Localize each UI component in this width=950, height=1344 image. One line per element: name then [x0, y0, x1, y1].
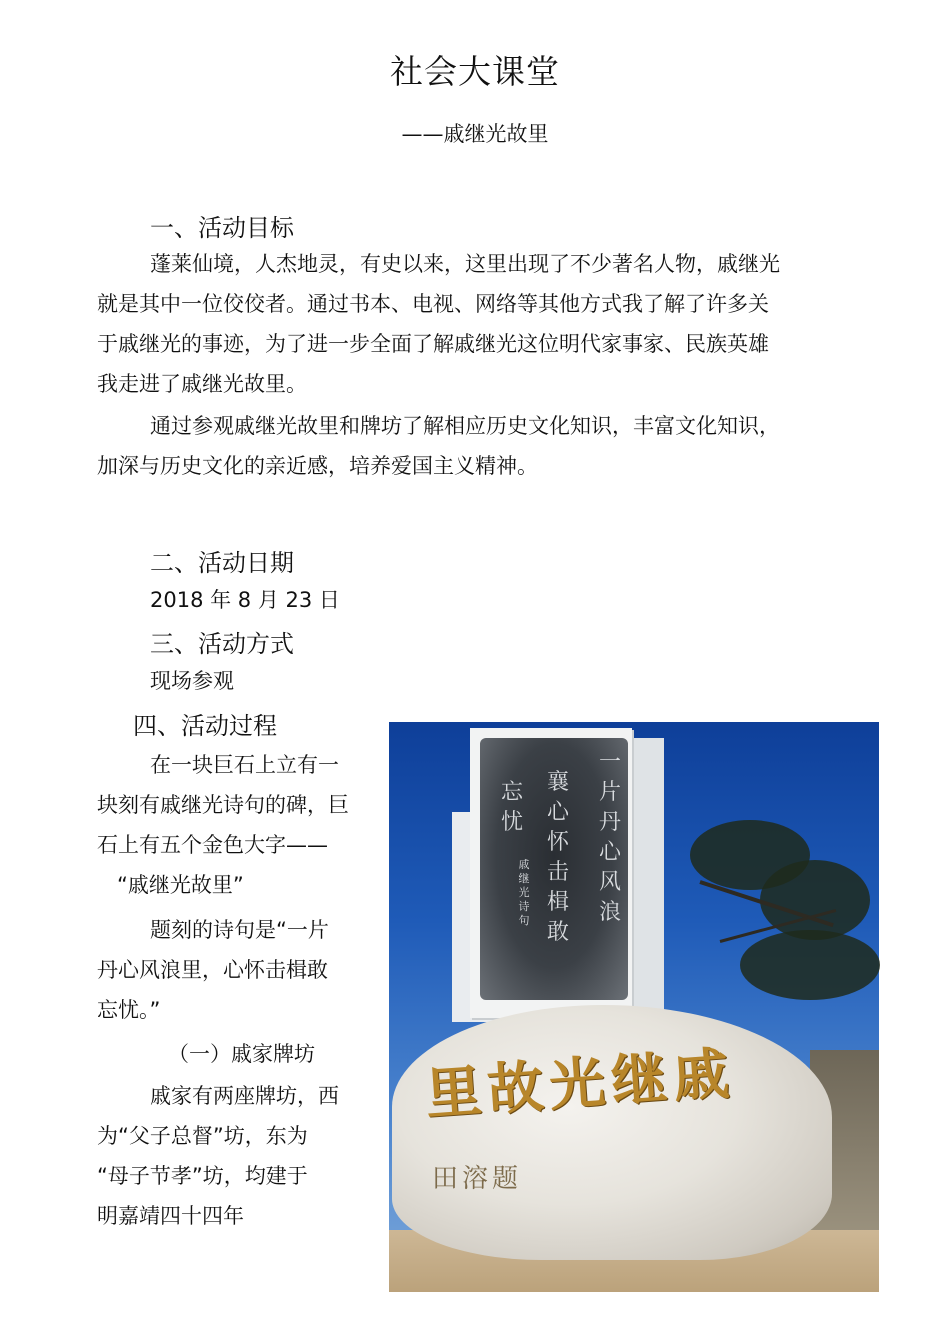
stele-text-column: 忘忧 — [500, 780, 523, 835]
text-line: 题刻的诗句是“一片 — [150, 918, 329, 942]
document-subtitle: ——戚继光故里 — [401, 122, 549, 146]
process-paragraph-2 — [97, 910, 329, 1030]
text-line: “戚继光故里” — [117, 873, 244, 897]
stele-text-column: 襄心怀击楫敢 — [546, 770, 569, 945]
stele-text-column: 一片丹心风浪 — [598, 750, 621, 925]
section-heading-method: 三、活动方式 — [150, 630, 294, 658]
stele-small-text: 戚继光诗句 — [518, 858, 530, 927]
text-line: 加深与历史文化的亲近感，培养爱国主义精神。 — [97, 454, 538, 478]
text-line: 块刻有戚继光诗句的碑，巨 — [97, 793, 349, 817]
goals-paragraph-1 — [97, 244, 780, 404]
section-heading-goals: 一、活动目标 — [150, 214, 294, 242]
text-line: 在一块巨石上立有一 — [150, 753, 339, 777]
text-line: 忘忧。” — [97, 998, 161, 1022]
boulder-signature: 田溶题 — [432, 1164, 523, 1194]
tree-foliage — [740, 930, 880, 1000]
goals-paragraph-2 — [97, 406, 780, 486]
text-line: 我走进了戚继光故里。 — [97, 372, 307, 396]
subheading-archway: （一）戚家牌坊 — [168, 1042, 315, 1066]
tree-foliage — [760, 860, 870, 940]
process-paragraph-3 — [97, 1076, 339, 1236]
boulder-inscription: 里故光继戚 — [423, 1040, 738, 1128]
activity-method: 现场参观 — [150, 669, 234, 693]
text-line: 明嘉靖四十四年 — [97, 1204, 244, 1228]
section-heading-date: 二、活动日期 — [150, 549, 294, 577]
stele-side-panel — [630, 738, 664, 1038]
text-line: 通过参观戚继光故里和牌坊了解相应历史文化知识，丰富文化知识， — [150, 414, 780, 438]
text-line: 就是其中一位佼佼者。通过书本、电视、网络等其他方式我了解了许多关 — [97, 292, 769, 316]
text-line: 石上有五个金色大字—— — [97, 833, 328, 857]
text-line: 戚家有两座牌坊，西 — [150, 1084, 339, 1108]
activity-date: 2018 年 8 月 23 日 — [150, 588, 340, 612]
text-line: 丹心风浪里，心怀击楫敢 — [97, 958, 328, 982]
text-line: 蓬莱仙境，人杰地灵，有史以来，这里出现了不少著名人物，戚继光 — [150, 252, 780, 276]
text-line: 于戚继光的事迹，为了进一步全面了解戚继光这位明代家事家、民族英雄 — [97, 332, 769, 356]
document-title: 社会大课堂 — [390, 52, 560, 91]
process-paragraph-1 — [97, 745, 349, 905]
text-line: “母子节孝”坊，均建于 — [97, 1164, 308, 1188]
section-heading-process: 四、活动过程 — [133, 712, 277, 740]
stele-inscription — [480, 738, 628, 1000]
text-line: 为“父子总督”坊，东为 — [97, 1124, 308, 1148]
